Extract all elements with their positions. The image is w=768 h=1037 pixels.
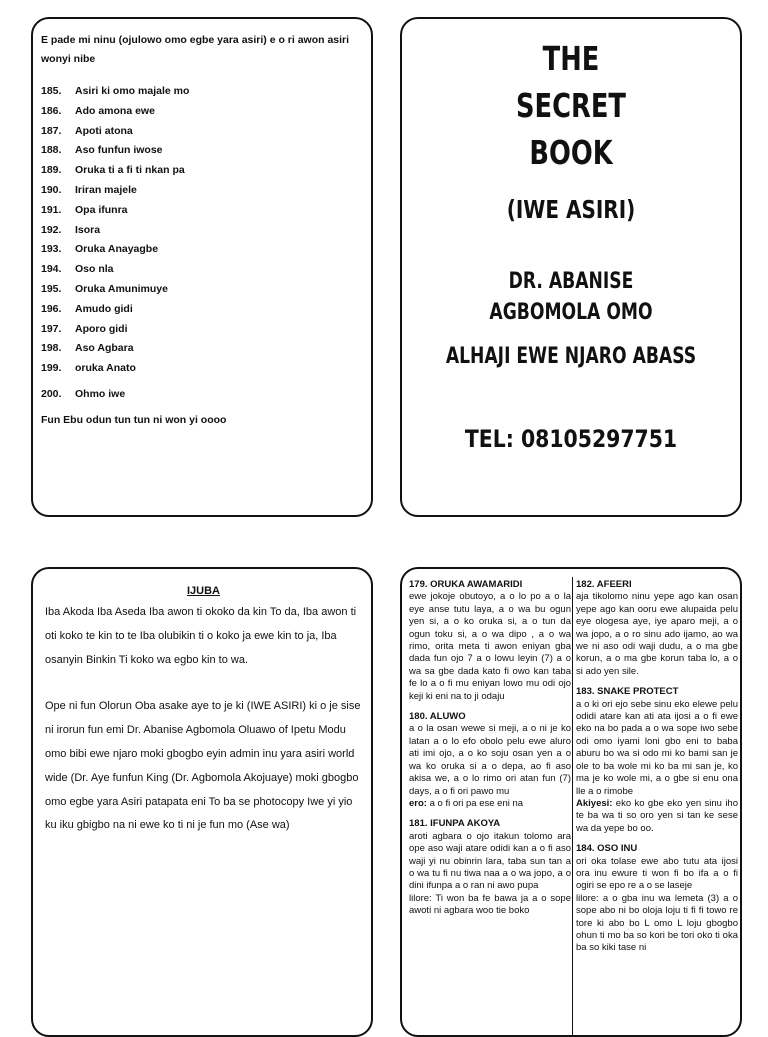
ijuba-paragraph-1: Iba Akoda Iba Aseda Iba awon ti okoko da kin To da, Iba awon ti oti koko te kin to te Iba olubikin ti o koko ja ewe kin to ja, Iba osanyin Binkin Ti koko wa egbo kin to wa. bbox=[45, 606, 357, 666]
item-number: 195. bbox=[41, 282, 62, 295]
recipe-heading: 181. IFUNPA AKOYA bbox=[409, 818, 501, 830]
column-divider bbox=[572, 577, 573, 1035]
item-text: Oso nla bbox=[75, 263, 114, 276]
list-item bbox=[41, 122, 365, 142]
item-number: 193. bbox=[41, 243, 62, 256]
ijuba-heading: IJUBA bbox=[186, 585, 220, 597]
list-item bbox=[41, 201, 365, 221]
recipe-extra: lilore: a o gba inu wa lemeta (3) a o sope abo ni bo oloja loju ti fi fi towo re tore ki abo bo L omo L loju gbogbo ohun ti mo ba so kori be tori oko ti oka ba so kiki tase ni bbox=[576, 892, 738, 954]
recipe-183 bbox=[576, 686, 738, 835]
list-intro: E pade mi ninu (ojulowo omo egbe yara asiri) e o ri awon asiri wonyi nibe bbox=[41, 34, 350, 65]
item-number: 190. bbox=[41, 183, 62, 196]
list-item bbox=[41, 300, 365, 320]
item-number: 186. bbox=[41, 104, 62, 117]
title-line-3: BOOK bbox=[529, 133, 613, 172]
item-text: Amudo gidi bbox=[75, 302, 133, 315]
list-item bbox=[41, 141, 365, 161]
author-block bbox=[439, 266, 703, 328]
secrets-list bbox=[41, 82, 365, 405]
telephone-number: TEL: 08105297751 bbox=[464, 425, 678, 453]
item-text: Oruka Amunimuye bbox=[75, 282, 168, 295]
item-text: Oruka ti a fi ti nkan pa bbox=[75, 164, 185, 177]
list-item bbox=[41, 221, 365, 241]
recipe-body: aja tikolomo ninu yepe ago kan osan yepe ago kan ooru ewe alupaida pelu eye ologesa aye, iye aparo meji, a o wa jopo, a o ro sinu ado ijamo, ao wa we ni aso odi waji dudu, a o ma gbe korun, a o ma gbe korun taba lo, a o si ado yen sile. bbox=[576, 591, 738, 677]
item-text: Ohmo iwe bbox=[75, 387, 126, 400]
recipe-182 bbox=[576, 579, 738, 678]
item-text: Aporo gidi bbox=[75, 322, 128, 335]
item-number: 189. bbox=[41, 164, 62, 177]
recipe-180 bbox=[409, 711, 571, 810]
item-text: Ado amona ewe bbox=[75, 104, 155, 117]
item-text: Aso funfun iwose bbox=[75, 144, 163, 157]
list-item bbox=[41, 359, 365, 379]
recipe-extra: lilore: Ti won ba fe bawa ja a o sope awoti ni agbara woo tie boko bbox=[409, 892, 571, 917]
list-item bbox=[41, 320, 365, 340]
item-number: 185. bbox=[41, 85, 62, 97]
contents-list-panel bbox=[31, 17, 373, 517]
item-number: 188. bbox=[41, 144, 62, 157]
item-text: Aso Agbara bbox=[75, 342, 134, 355]
item-text: Asiri ki omo majale mo bbox=[75, 85, 190, 97]
list-item bbox=[41, 181, 365, 201]
item-number: 187. bbox=[41, 124, 62, 137]
item-number: 197. bbox=[41, 322, 62, 335]
item-number: 199. bbox=[41, 362, 62, 375]
item-number: 200. bbox=[41, 387, 62, 400]
recipe-181 bbox=[409, 818, 571, 917]
author-line-1: DR. ABANISE bbox=[508, 269, 634, 294]
item-text: Isora bbox=[75, 223, 101, 236]
list-item bbox=[41, 260, 365, 280]
item-text: Apoti atona bbox=[75, 124, 133, 137]
author-line-3: ALHAJI EWE NJARO ABASS bbox=[445, 344, 697, 369]
note-label: ero: bbox=[409, 797, 427, 809]
recipes-left-column bbox=[409, 577, 571, 926]
list-item bbox=[41, 102, 365, 122]
book-cover-panel bbox=[400, 17, 742, 517]
item-text: oruka Anato bbox=[75, 362, 136, 375]
recipe-note bbox=[409, 798, 571, 810]
item-number: 196. bbox=[41, 302, 62, 315]
item-text: Opa ifunra bbox=[75, 203, 128, 216]
ijuba-panel bbox=[31, 567, 373, 1037]
recipe-body: a o ki ori ejo sebe sinu eko elewe pelu odidi atare kan ati ata ijosi a o fi ewe eko na bo pada a o wa sope iwo sebe odi omo iyami loni gbo eni to baba aburu bo wa si odo mi ko bami san je ole to ba wole mi ko ba mi san je, ko ma je ko wole mi, a o gbe si enu ona lle a o rimobe bbox=[576, 698, 738, 797]
item-number: 194. bbox=[41, 263, 62, 276]
list-footer: Fun Ebu odun tun tun ni won yi oooo bbox=[41, 413, 227, 426]
book-subtitle: (IWE ASIRI) bbox=[506, 195, 636, 224]
recipe-body: ori oka tolase ewe abo tutu ata ijosi ora inu ewure ti won fi bo ifa a o fi ogiri se epo re a o se laseje bbox=[576, 855, 738, 892]
note-text: eko ko gbe eko yen sinu iho te ba wa ti so oro yen si tan ke sese wa da yepe bo oo. bbox=[576, 797, 738, 834]
item-text: Oruka Anayagbe bbox=[75, 243, 159, 256]
ijuba-paragraph-2: Ope ni fun Olorun Oba asake aye to je ki (IWE ASIRI) ki o je sise ni irorun fun emi Dr. Abanise Agbomola Oluawo of Ipetu Modu omo bibi ewe njaro moki gbogbo eyin admin inu yara asiri world wide (Dr. Aye funfun King (Dr. Agbomola Akojuaye) moki gbogbo omo egbe yara Asiri patapata eni To ba se photocopy Iwe yi yio ku iku gbigbo na ni ewe ko ti ni je fun mo (Ase wa) bbox=[45, 700, 361, 832]
recipe-heading: 184. OSO INU bbox=[576, 843, 638, 855]
recipe-body: aroti agbara o ojo itakun tolomo ara ope aso waji atare odidi kan a o fi aso waji yi nu obinrin lara, taba sun tan a o wa tu fi nu tiwa naa a o wa jopo, a o dini ifunpa a o ran ni awo pupa bbox=[409, 830, 571, 892]
list-item bbox=[41, 240, 365, 260]
recipe-body: ewe jokoje obutoyo, a o lo po a o la eye anse tutu laya, a o wa bu ogun yen si, a o ko oruka si, a o tun da ogun toku si, a o wa dipo , a o wa rimo, orita meta ti awon eniyan gba dada fun ojo 7 a o lowu leyin (7) a o wa sa gbe dada kato fi owo kan taba fe lo a o fi mu eniyan lowo mu odi ojo keji ki eni na to ji odaju bbox=[409, 591, 571, 702]
recipe-179 bbox=[409, 579, 571, 703]
list-item bbox=[41, 161, 365, 181]
list-item bbox=[41, 82, 365, 102]
recipes-panel bbox=[400, 567, 742, 1037]
note-label: Akiyesi: bbox=[576, 797, 613, 809]
list-item bbox=[41, 280, 365, 300]
item-number: 192. bbox=[41, 223, 62, 236]
list-item bbox=[41, 339, 365, 359]
recipe-heading: 182. AFEERI bbox=[576, 579, 632, 590]
recipe-heading: 180. ALUWO bbox=[409, 711, 466, 723]
note-text: a o fi ori pa ese eni na bbox=[426, 797, 524, 809]
book-title bbox=[402, 35, 740, 176]
list-item bbox=[41, 385, 365, 405]
title-line-2: SECRET bbox=[516, 86, 626, 125]
recipe-184 bbox=[576, 843, 738, 955]
title-line-1: THE bbox=[542, 39, 600, 78]
author-line-2: AGBOMOLA OMO bbox=[489, 300, 653, 325]
item-text: Iriran majele bbox=[75, 183, 137, 196]
item-number: 191. bbox=[41, 203, 62, 216]
item-number: 198. bbox=[41, 342, 62, 355]
recipe-heading: 183. SNAKE PROTECT bbox=[576, 686, 679, 698]
recipes-right-column bbox=[576, 577, 738, 963]
recipe-body: a o la osan wewe si meji, a o ni je ko latan a o lo efo obolo pelu ewe aluro ati imi ojo, a o ko soju osan yen a o wa ko oruka si a o depa, ao fi aso akisa we, a o lo rimo ori atan fun (7) days, a o fi ori pawo mu bbox=[409, 723, 571, 797]
recipe-note bbox=[576, 798, 738, 835]
recipe-heading: 179. ORUKA AWAMARIDI bbox=[409, 579, 523, 590]
